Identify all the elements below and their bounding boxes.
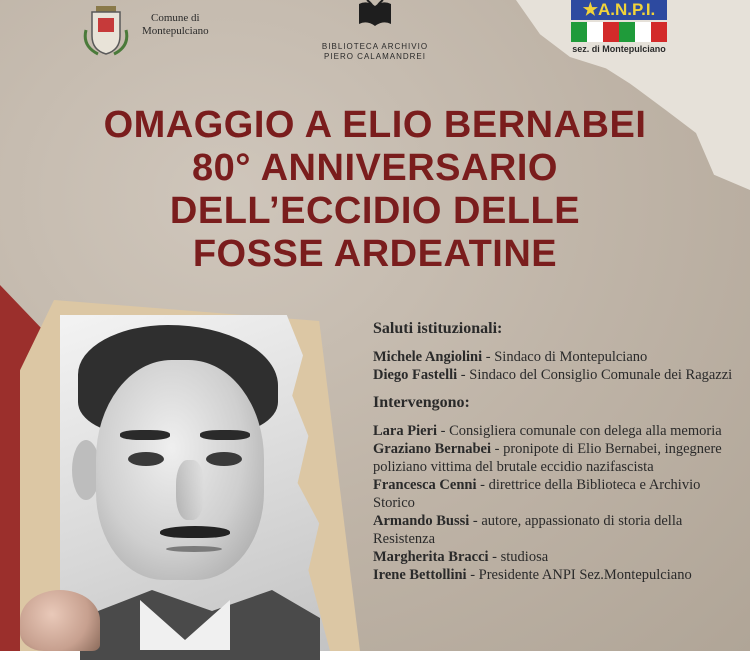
speaker-name: Francesca Cenni — [373, 477, 477, 493]
speaker-role: - autore, appassionato di storia della Resistenza — [373, 513, 683, 547]
speaker-name: Lara Pieri — [373, 423, 438, 439]
speaker-role: - Sindaco del Consiglio Comunale dei Ragazzi — [457, 367, 733, 383]
speaker-item — [373, 566, 733, 584]
saluti-heading: Saluti istituzionali: — [373, 320, 503, 337]
flag-green-stripe-2 — [619, 22, 635, 42]
anpi-name-bar — [571, 0, 667, 20]
portrait-left-brow — [120, 430, 170, 440]
speaker-item — [373, 348, 733, 366]
speaker-role: - pronipote di Elio Bernabei, ingegnere poliziano vittima del brutale eccidio nazifascista — [373, 441, 722, 475]
intervengono-heading: Intervengono: — [373, 394, 470, 411]
speaker-role: - Sindaco di Montepulciano — [482, 349, 648, 365]
portrait-mouth — [166, 546, 222, 552]
flag-white-stripe-2 — [635, 22, 651, 42]
comune-line1: Comune di — [151, 12, 200, 24]
anpi-badge — [571, 0, 667, 44]
anpi-section: sez. di Montepulciano — [572, 44, 666, 54]
title-line4: FOSSE ARDEATINE — [192, 233, 558, 275]
speaker-role: - direttrice della Biblioteca e Archivio Storico — [373, 477, 701, 511]
biblioteca-logo — [314, 0, 436, 64]
speaker-item — [373, 366, 733, 384]
anpi-name: A.N.P.I. — [597, 0, 656, 19]
comune-line2: Montepulciano — [142, 25, 209, 37]
flag-white-stripe — [587, 22, 603, 42]
speaker-name: Graziano Bernabei — [373, 441, 492, 457]
portrait-mustache — [160, 526, 230, 538]
event-title — [0, 104, 750, 276]
anpi-logo — [571, 0, 667, 56]
biblioteca-line2: PIERO CALAMANDREI — [324, 52, 426, 61]
open-book-icon — [357, 0, 393, 28]
italian-flag-stripes — [571, 22, 667, 42]
speaker-name: Diego Fastelli — [373, 367, 458, 383]
title-line3: DELL’ECCIDIO DELLE — [169, 190, 581, 232]
speaker-role: - Presidente ANPI Sez.Montepulciano — [466, 567, 692, 583]
speaker-name: Irene Bettollini — [373, 567, 467, 583]
speaker-role: - Consigliera comunale con delega alla memoria — [437, 423, 722, 439]
speaker-item — [373, 422, 733, 440]
speaker-name: Margherita Bracci — [373, 549, 489, 565]
portrait-right-eye — [206, 452, 242, 466]
portrait-right-brow — [200, 430, 250, 440]
speaker-name: Michele Angiolini — [373, 349, 483, 365]
flag-red-stripe-2 — [651, 22, 667, 42]
speaker-name: Armando Bussi — [373, 513, 470, 529]
speaker-item — [373, 476, 733, 512]
dried-flower-decoration — [20, 590, 100, 651]
comune-logo — [82, 0, 222, 58]
title-line1: OMAGGIO A ELIO BERNABEI — [103, 104, 647, 146]
speaker-item — [373, 548, 733, 566]
portrait-left-eye — [128, 452, 164, 466]
flag-red-stripe — [603, 22, 619, 42]
biblioteca-line1: BIBLIOTECA ARCHIVIO — [321, 42, 429, 51]
speaker-item — [373, 512, 733, 548]
coat-of-arms-icon — [82, 0, 130, 58]
flag-green-stripe — [571, 22, 587, 42]
speaker-role: - studiosa — [488, 549, 549, 565]
event-program — [373, 320, 733, 584]
title-line2: 80° ANNIVERSARIO — [192, 147, 558, 189]
star-icon: ★ — [582, 0, 598, 19]
comune-name — [142, 12, 209, 38]
portrait-nose — [176, 460, 204, 520]
speaker-item — [373, 440, 733, 476]
